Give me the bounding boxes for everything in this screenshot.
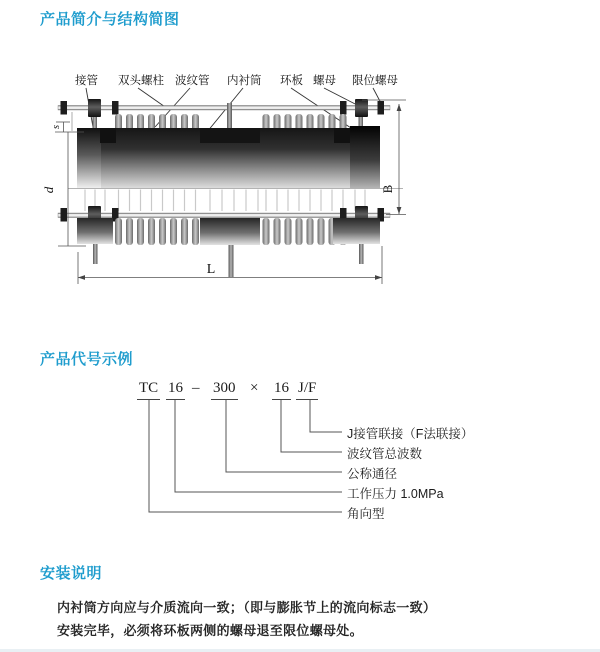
section3-title: 安装说明 (40, 565, 103, 582)
label-double-stud: 双头螺柱 (118, 75, 164, 87)
label-connecting-pipe: 接管 (75, 75, 98, 87)
callout-connection-type: J接管联接（F法联接） (347, 427, 474, 441)
code-multiply-sign: × (250, 380, 259, 396)
code-part-connection: J/F (296, 380, 318, 400)
bellows-bottom (77, 218, 380, 277)
instruction-line-1: 内衬筒方向应与介质流向一致；（即与膨胀节上的流向标志一致） (57, 600, 437, 615)
part-labels (75, 73, 398, 87)
dim-B-label: B (380, 184, 395, 194)
section2-title: 产品代号示例 (40, 351, 134, 368)
joint-body (77, 126, 380, 188)
lower-streaks (85, 190, 365, 212)
label-ring-plate: 环板 (280, 75, 303, 87)
instruction-line-2: 安装完毕，必须将环板两侧的螺母退至限位螺母处。 (57, 623, 363, 638)
callout-working-pressure: 工作压力 1.0MPa (347, 487, 444, 501)
dim-s-label: s (51, 124, 62, 130)
label-limit-nut: 限位螺母 (352, 75, 398, 87)
label-bellows: 波纹管 (175, 75, 210, 87)
callout-lines (130, 400, 490, 520)
dimension-s (51, 112, 72, 132)
label-nut: 螺母 (313, 75, 336, 87)
code-part-waves: 16 (272, 380, 291, 400)
dim-L-label: L (206, 262, 216, 277)
code-part-diameter: 300 (211, 380, 238, 400)
dim-d-label: d (41, 186, 56, 194)
code-part-type: TC (137, 380, 160, 400)
label-inner-liner: 内衬筒 (227, 75, 262, 87)
callout-angular-type: 角向型 (347, 507, 385, 521)
code-dash: – (192, 380, 200, 396)
code-part-pressure: 16 (166, 380, 185, 400)
structure-diagram (40, 62, 460, 300)
section1-title: 产品简介与结构简图 (40, 11, 180, 28)
callout-nominal-diameter: 公称通径 (347, 467, 398, 481)
callout-wave-count: 波纹管总波数 (347, 447, 423, 461)
